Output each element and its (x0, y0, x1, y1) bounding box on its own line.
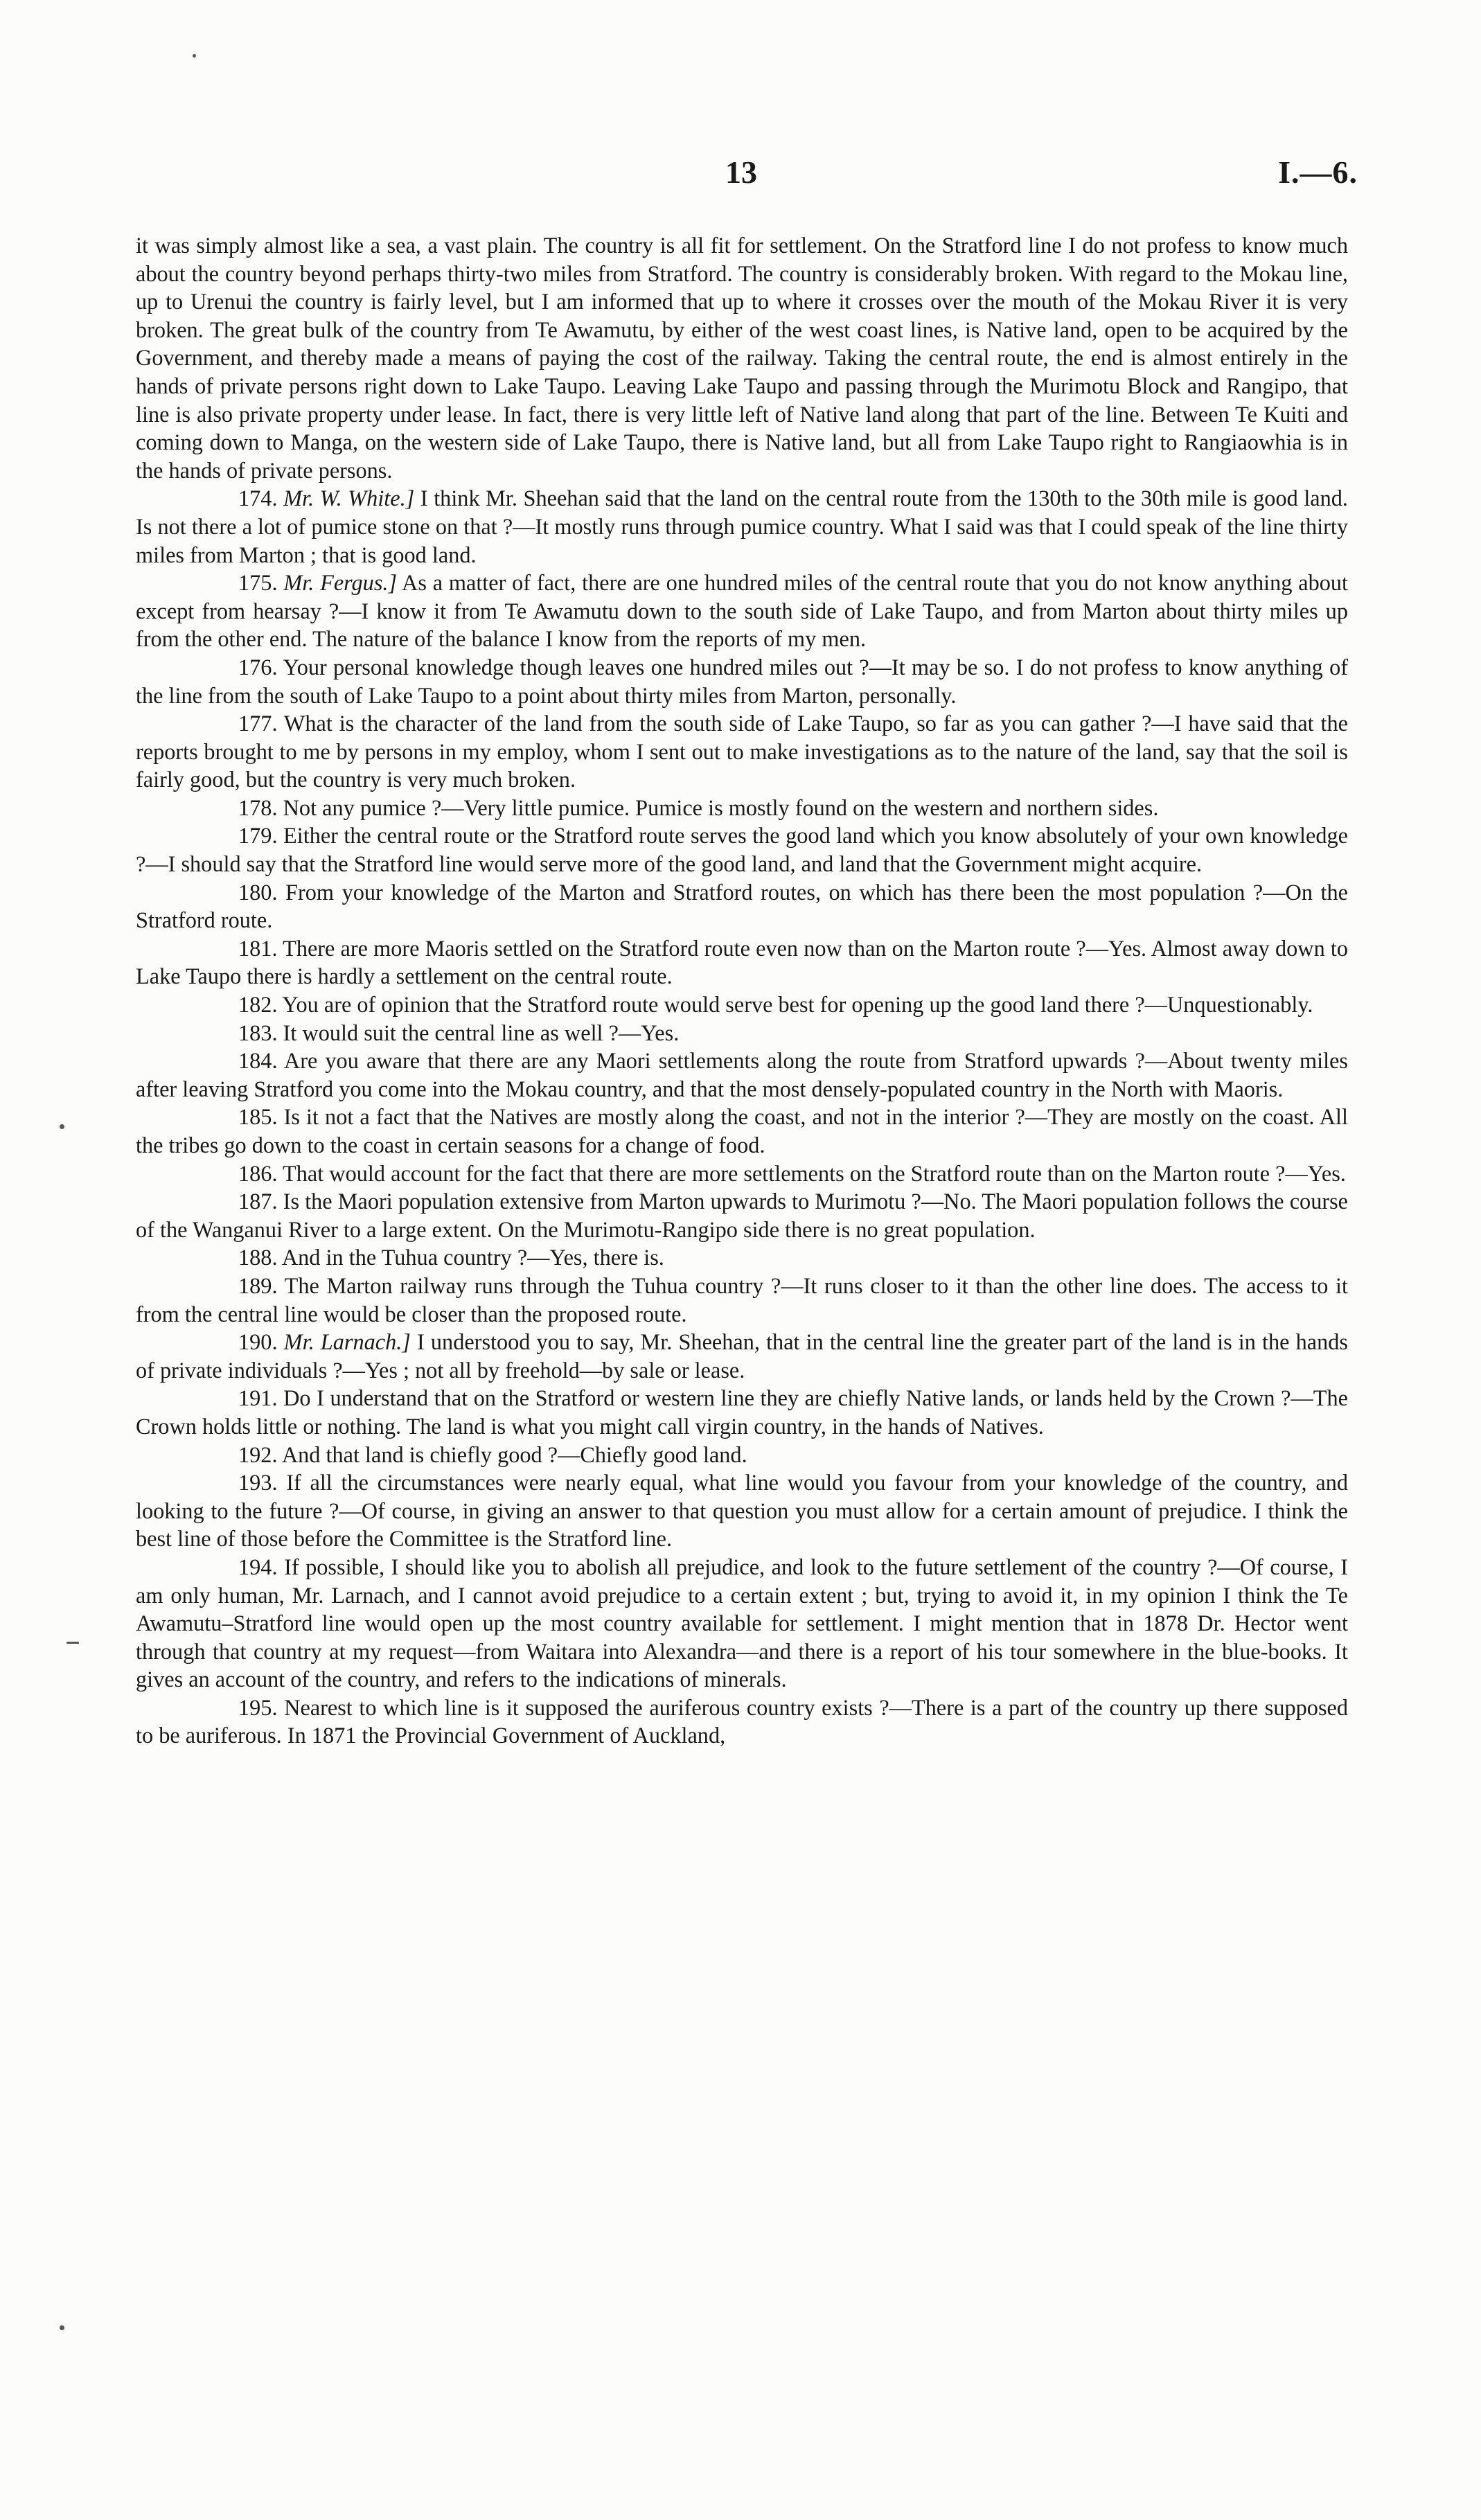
question-190 (136, 1328, 1348, 1384)
question-188 (136, 1243, 1348, 1272)
question-177 (136, 709, 1348, 794)
question-text: And that land is chiefly good ?—Chiefly good land. (281, 1441, 747, 1467)
question-number: 176. (238, 654, 278, 680)
question-text: It would suit the central line as well ?—Yes. (283, 1020, 680, 1045)
question-number: 188. (238, 1245, 278, 1270)
question-text: Is it not a fact that the Natives are mostly along the coast, and not in the interior ?—They are mostly on the coast. All the tribes go down to the coast in certain seasons for a change of food. (136, 1104, 1349, 1157)
question-number: 190. (238, 1329, 278, 1355)
question-text: That would account for the fact that there are more settlements on the Stratford route than on the Marton route ?—Yes. (283, 1160, 1346, 1186)
speaker-name: Mr. Fergus.] (283, 570, 398, 596)
question-number: 191. (238, 1385, 278, 1411)
question-180 (136, 878, 1348, 934)
question-number: 181. (238, 935, 278, 961)
page-number: 13 (725, 154, 757, 190)
question-text: What is the character of the land from the south side of Lake Taupo, so far as you can gather ?—I have said that the reports brought to me by persons in my employ, whom I sent out to make investigations as to the nature of the land, say that the soil is fairly good, but the country is very much broken. (136, 711, 1348, 792)
question-number: 186. (238, 1160, 278, 1186)
question-181 (136, 934, 1348, 991)
question-text: If possible, I should like you to abolish all prejudice, and look to the future settlement of the country ?—Of course, I am only human, Mr. Larnach, and I cannot avoid prejudice to a certain extent ; but, trying to avoid it, in my opinion I think the Te Awamutu–Stratford line would open up the most country available for settlement. I might mention that in 1878 Dr. Hector went through that country at my request—from Waitara into Alexandra—and there is a report of his tour somewhere in the blue-books. It gives an account of the country, and refers to the indications of minerals. (136, 1554, 1348, 1692)
question-text: And in the Tuhua country ?—Yes, there is. (281, 1245, 664, 1270)
question-179 (136, 822, 1348, 878)
question-176 (136, 653, 1348, 709)
question-number: 187. (238, 1189, 278, 1214)
question-number: 195. (238, 1694, 278, 1720)
question-number: 182. (238, 992, 278, 1018)
speaker-name: Mr. W. White.] (283, 486, 415, 511)
question-text: Not any pumice ?—Very little pumice. Pumice is mostly found on the western and northern sides. (283, 795, 1159, 820)
question-number: 183. (238, 1020, 278, 1045)
scan-speck (66, 1642, 79, 1644)
question-text: Are you aware that there are any Maori settlements along the route from Stratford upwards ?—About twenty miles after leaving Stratford you come into the Mokau country, and that the most densely-populated country in the North with Maoris. (136, 1048, 1348, 1101)
question-183 (136, 1019, 1348, 1047)
question-number: 177. (238, 711, 278, 736)
question-184 (136, 1047, 1348, 1103)
question-text: As a matter of fact, there are one hundred miles of the central route that you do not know anything about except from hearsay ?—I know it from Te Awamutu down to the south side of Lake Taupo, and from Marton about thirty miles up from the other end. The nature of the balance I know from the reports of my men. (136, 570, 1348, 652)
opening-paragraph (136, 231, 1348, 484)
question-174 (136, 484, 1348, 569)
scan-speck (60, 2325, 64, 2330)
question-195 (136, 1694, 1348, 1750)
question-187 (136, 1187, 1348, 1243)
question-191 (136, 1384, 1348, 1440)
question-178 (136, 794, 1348, 822)
question-number: 184. (238, 1048, 278, 1074)
question-text: You are of opinion that the Stratford route would serve best for opening up the good land there ?—Unquestionably. (282, 992, 1313, 1018)
question-text: Nearest to which line is it supposed the auriferous country exists ?—There is a part of the country up there supposed to be auriferous. In 1871 the Provincial Government of Auckland, (136, 1694, 1348, 1748)
question-number: 180. (238, 879, 278, 905)
question-text: From your knowledge of the Marton and Stratford routes, on which has there been the most population ?—On the Stratford route. (136, 879, 1349, 933)
evidence-text (136, 231, 1348, 1750)
scan-speck (60, 1124, 64, 1129)
question-185 (136, 1103, 1348, 1159)
document-reference: I.—6. (1278, 154, 1358, 190)
speaker-name: Mr. Larnach.] (283, 1329, 411, 1355)
question-number: 193. (238, 1470, 278, 1496)
question-text: Is the Maori population extensive from Marton upwards to Murimotu ?—No. The Maori population follows the course of the Wanganui River to a large extent. On the Murimotu-Rangipo side there is no great population. (136, 1189, 1349, 1242)
scan-speck (193, 54, 196, 57)
question-182 (136, 991, 1348, 1019)
question-text: Either the central route or the Stratford route serves the good land which you know absolutely of your own knowledge ?—I should say that the Stratford line would serve more of the good land, and land that the Government might acquire. (136, 823, 1348, 877)
question-number: 194. (238, 1554, 278, 1579)
question-number: 179. (238, 823, 278, 849)
question-192 (136, 1441, 1348, 1469)
question-194 (136, 1553, 1348, 1694)
question-number: 185. (238, 1104, 278, 1130)
question-number: 175. (238, 570, 278, 596)
question-186 (136, 1160, 1348, 1188)
page-header (0, 154, 1481, 195)
question-175 (136, 569, 1348, 653)
question-193 (136, 1468, 1348, 1553)
question-number: 178. (238, 795, 278, 820)
question-text: I understood you to say, Mr. Sheehan, that in the central line the greater part of the land is in the hands of private individuals ?—Yes ; not all by freehold—by sale or lease. (136, 1329, 1348, 1383)
question-text: There are more Maoris settled on the Stratford route even now than on the Marton route ?—Yes. Almost away down to Lake Taupo there is hardly a settlement on the central route. (136, 935, 1348, 989)
question-number: 192. (238, 1441, 278, 1467)
question-text: I think Mr. Sheehan said that the land on the central route from the 130th to the 30th mile is good land. Is not there a lot of pumice stone on that ?—It mostly runs through pumice country. What I said was that I could speak of the line thirty miles from Marton ; that is good land. (136, 486, 1349, 567)
question-text: The Marton railway runs through the Tuhua country ?—It runs closer to it than the other line does. The access to it from the central line would be closer than the proposed route. (136, 1272, 1348, 1326)
question-text: If all the circumstances were nearly equal, what line would you favour from your knowledge of the country, and looking to the future ?—Of course, in giving an answer to that question you must allow for a certain amount of prejudice. I think the best line of those before the Committee is the Stratford line. (136, 1470, 1348, 1552)
question-number: 174. (238, 486, 278, 511)
question-189 (136, 1272, 1348, 1328)
question-number: 189. (238, 1272, 278, 1298)
question-text: Do I understand that on the Stratford or western line they are chiefly Native lands, or lands held by the Crown ?—The Crown holds little or nothing. The land is what you might call virgin country, in the hands of Natives. (136, 1385, 1348, 1439)
question-text: Your personal knowledge though leaves one hundred miles out ?—It may be so. I do not profess to know anything of the line from the south of Lake Taupo to a point about thirty miles from Marton, personally. (136, 654, 1348, 708)
paragraph-text: it was simply almost like a sea, a vast plain. The country is all fit for settlement. On the Stratford line I do not profess to know much about the country beyond perhaps thirty-two miles from Stratford. The country is considerably broken. With regard to the Mokau line, up to Urenui the country is fairly level, but I am informed that up to where it crosses over the mouth of the Mokau River it is very broken. The great bulk of the country from Te Awamutu, by either of the west coast lines, is Native land, open to be acquired by the Government, and thereby made a means of paying the cost of the railway. Taking the central route, the end is almost entirely in the hands of private persons right down to Lake Taupo. Leaving Lake Taupo and passing through the Murimotu Block and Rangipo, that line is also private property under lease. In fact, there is very little left of Native land along that part of the line. Between Te Kuiti and coming down to Manga, on the western side of Lake Taupo, there is Native land, but all from Lake Taupo right to Rangiaowhia is in the hands of private persons. (136, 233, 1348, 483)
